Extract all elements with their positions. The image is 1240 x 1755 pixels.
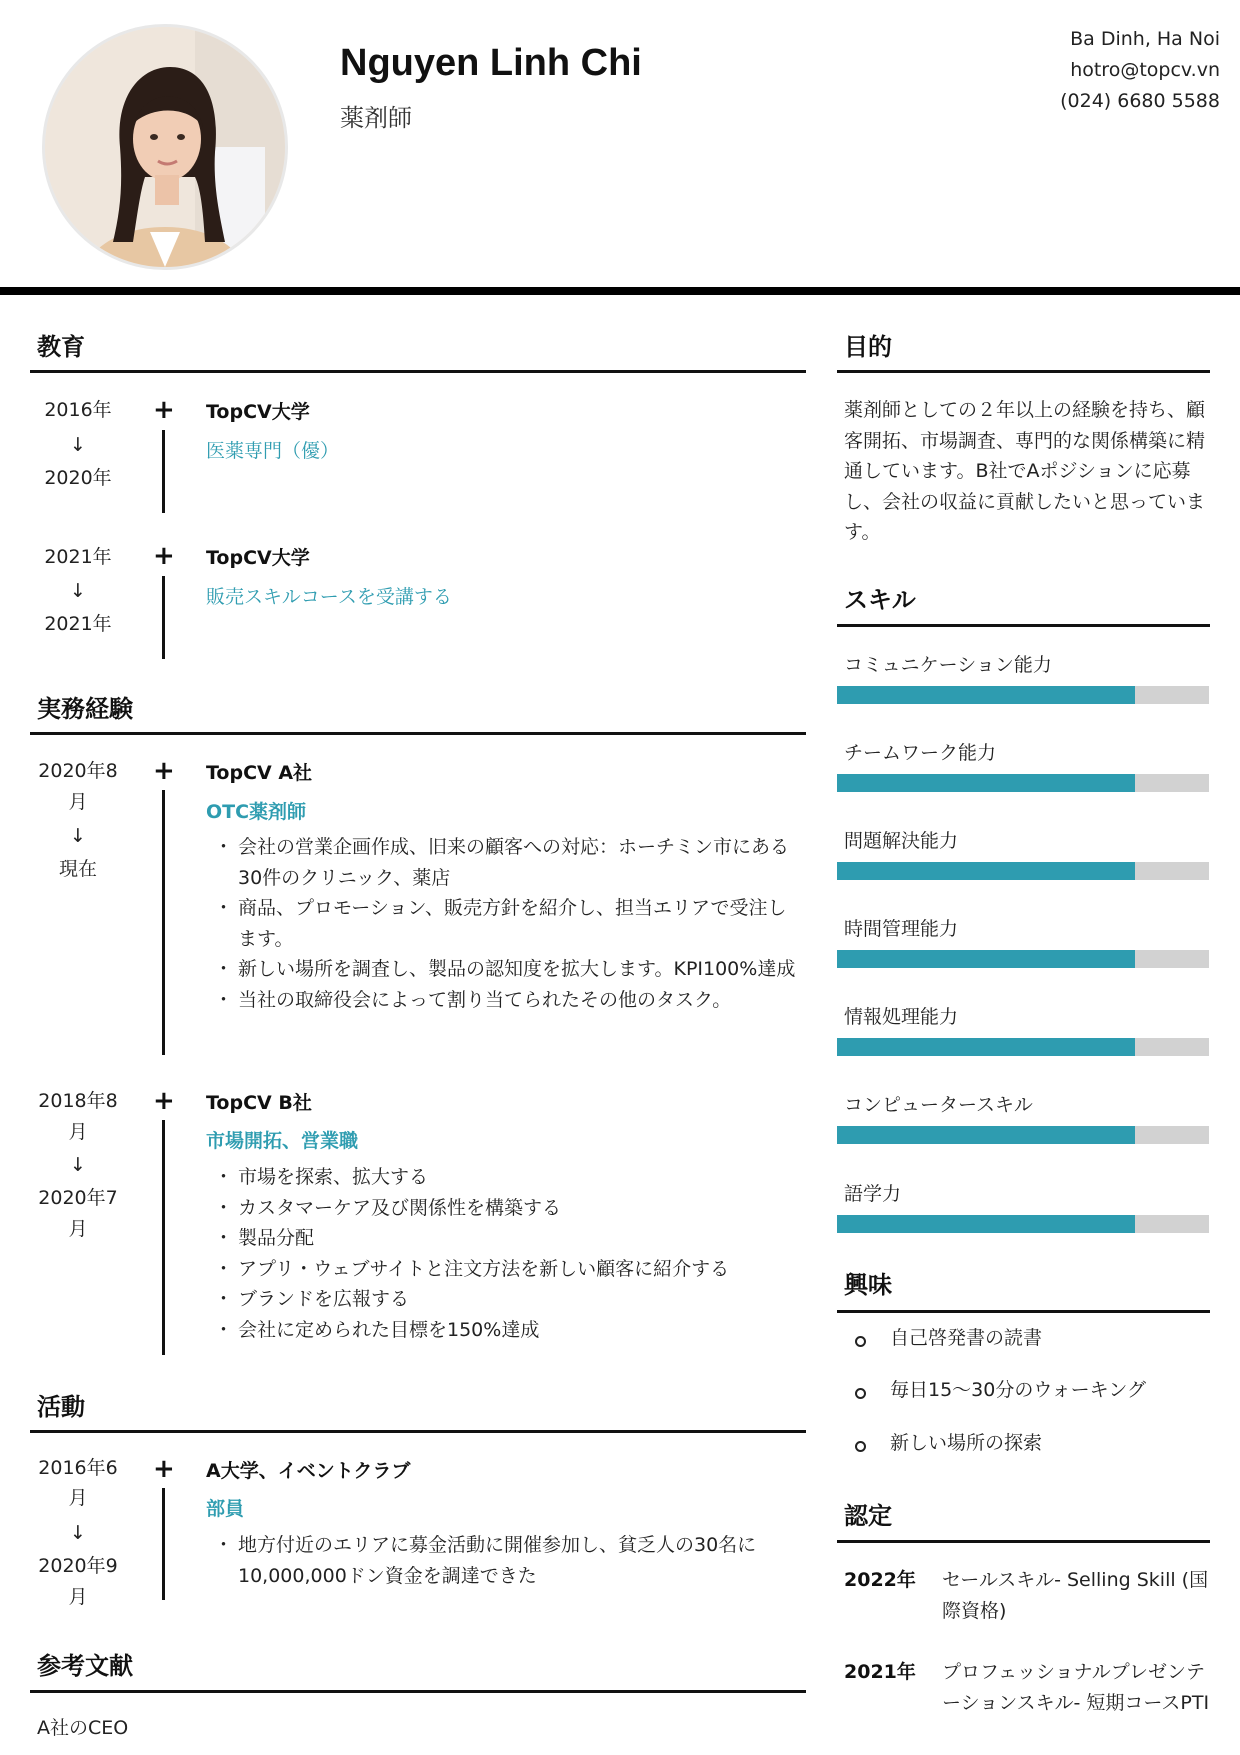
list-item: ・ 市場を探索、拡大する (220, 1162, 800, 1193)
list-item: ・ 当社の取締役会によって割り当てられたその他のタスク。 (220, 985, 800, 1016)
cert-year: 2022年 (844, 1569, 916, 1591)
plus-icon: + (153, 395, 175, 425)
skills-rule (837, 624, 1210, 627)
skill-label: 情報処理能力 (844, 1006, 959, 1028)
exp-1-duties (220, 832, 800, 1015)
timeline-line (162, 430, 165, 513)
skill-bar-fill (837, 774, 1135, 792)
reference-text: A社のCEO (37, 1717, 129, 1739)
skill-bar (837, 1215, 1209, 1233)
interest-item: 新しい場所の探索 (890, 1432, 1043, 1454)
skill-label: 問題解決能力 (844, 830, 959, 852)
timeline-line (162, 1488, 165, 1600)
list-item: ・ カスタマーケア及び関係性を構築する (220, 1193, 800, 1224)
exp-1-role: OTC薬剤師 (206, 801, 307, 823)
profile-photo (45, 27, 285, 267)
down-arrow-icon: ↓ (70, 580, 86, 602)
objective-rule (837, 370, 1210, 373)
exp-1-org: TopCV A社 (206, 762, 313, 784)
skill-label: コミュニケーション能力 (844, 654, 1052, 676)
skill-label: チームワーク能力 (844, 742, 997, 764)
skill-bar (837, 862, 1209, 880)
exp-2-org: TopCV B社 (206, 1092, 312, 1114)
timeline-line (162, 576, 165, 659)
edu-1-start: 2016年 (44, 399, 112, 421)
act-1-org: A大学、イベントクラブ (206, 1460, 411, 1482)
edu-2-end: 2021年 (44, 613, 112, 635)
skill-bar-fill (837, 1038, 1135, 1056)
exp-1-end: 現在 (58, 858, 97, 880)
down-arrow-icon: ↓ (70, 825, 86, 847)
education-rule (30, 370, 806, 373)
job-title: 薬剤師 (340, 104, 412, 132)
contact-email: hotro@topcv.vn (1070, 59, 1220, 81)
skill-bar (837, 686, 1209, 704)
act-1-details (220, 1530, 800, 1591)
down-arrow-icon: ↓ (70, 1522, 86, 1544)
edu-1-org: TopCV大学 (206, 401, 310, 423)
certifications-rule (837, 1540, 1210, 1543)
exp-2-end-month: 月 (68, 1218, 88, 1240)
education-title: 教育 (37, 333, 85, 361)
act-1-start-month: 月 (68, 1487, 88, 1509)
certifications-title: 認定 (844, 1502, 892, 1530)
cert-name: プロフェッショナルプレゼンテーションスキル- 短期コースPTI (942, 1661, 1210, 1714)
exp-2-role: 市場開拓、営業職 (206, 1130, 359, 1152)
edu-2-role: 販売スキルコースを受講する (206, 586, 452, 608)
skill-bar (837, 950, 1209, 968)
circle-bullet-icon (855, 1388, 866, 1399)
references-rule (30, 1690, 806, 1693)
exp-2-end: 2020年7 (38, 1187, 118, 1209)
skill-label: 語学力 (844, 1183, 902, 1205)
avatar (42, 24, 288, 270)
act-1-end-month: 月 (68, 1586, 88, 1608)
skill-bar-fill (837, 1126, 1135, 1144)
exp-1-start-month: 月 (68, 791, 88, 813)
down-arrow-icon: ↓ (70, 434, 86, 456)
circle-bullet-icon (855, 1441, 866, 1452)
edu-2-start: 2021年 (44, 546, 112, 568)
exp-2-duties (220, 1162, 800, 1345)
references-title: 参考文献 (37, 1652, 133, 1680)
skill-bar-fill (837, 686, 1135, 704)
edu-2-org: TopCV大学 (206, 547, 310, 569)
act-1-end: 2020年9 (38, 1555, 118, 1577)
plus-icon: + (153, 1086, 175, 1116)
act-1-role: 部員 (206, 1498, 245, 1520)
edu-1-role: 医薬専門（優） (206, 440, 340, 462)
plus-icon: + (153, 541, 175, 571)
plus-icon: + (153, 756, 175, 786)
down-arrow-icon: ↓ (70, 1154, 86, 1176)
list-item: ・ 会社に定められた目標を150%達成 (220, 1315, 800, 1346)
skill-label: コンピュータースキル (844, 1094, 1033, 1116)
act-1-start: 2016年6 (38, 1457, 118, 1479)
exp-1-start: 2020年8 (38, 760, 118, 782)
list-item: ・ 地方付近のエリアに募金活動に開催参加し、貧乏人の30名に10,000,000ドン資金を調達できた (220, 1530, 800, 1591)
objective-text: 薬剤師としての２年以上の経験を持ち、顧客開拓、市場調査、専門的な関係構築に精通しています。B社でAポジションに応募し、会社の収益に貢献したいと思っています。 (844, 399, 1206, 543)
skill-bar-fill (837, 950, 1135, 968)
list-item: ・ 商品、プロモーション、販売方針を紹介し、担当エリアで受注します。 (220, 893, 800, 954)
contact-address: Ba Dinh, Ha Noi (1070, 28, 1220, 50)
activities-rule (30, 1430, 806, 1433)
skill-bar (837, 1126, 1209, 1144)
list-item: ・ 新しい場所を調査し、製品の認知度を拡大します。KPI100%達成 (220, 954, 800, 985)
skills-title: スキル (844, 586, 916, 614)
edu-1-end: 2020年 (44, 467, 112, 489)
experience-title: 実務経験 (37, 695, 133, 723)
experience-rule (30, 732, 806, 735)
timeline-line (162, 1120, 165, 1355)
plus-icon: + (153, 1454, 175, 1484)
timeline-line (162, 790, 165, 1055)
candidate-name: Nguyen Linh Chi (340, 42, 642, 84)
header-divider (0, 287, 1240, 295)
interest-item: 自己啓発書の読書 (890, 1327, 1043, 1349)
interest-item: 毎日15～30分のウォーキング (890, 1379, 1147, 1401)
cert-name: セールスキル- Selling Skill (国際資格) (942, 1569, 1209, 1622)
exp-2-start-month: 月 (68, 1121, 88, 1143)
list-item: ・ 会社の営業企画作成、旧来の顧客への対応：ホーチミン市にある30件のクリニック、薬店 (220, 832, 800, 893)
circle-bullet-icon (855, 1336, 866, 1347)
contact-block (1060, 24, 1220, 117)
skill-bar (837, 774, 1209, 792)
list-item: ・ ブランドを広報する (220, 1284, 800, 1315)
objective-title: 目的 (844, 333, 892, 361)
interests-title: 興味 (844, 1271, 892, 1299)
activities-title: 活動 (37, 1393, 85, 1421)
contact-phone: (024) 6680 5588 (1060, 90, 1220, 112)
skill-bar-fill (837, 1215, 1135, 1233)
exp-2-start: 2018年8 (38, 1090, 118, 1112)
skill-bar (837, 1038, 1209, 1056)
skill-bar-fill (837, 862, 1135, 880)
list-item: ・ アプリ・ウェブサイトと注文方法を新しい顧客に紹介する (220, 1254, 800, 1285)
list-item: ・ 製品分配 (220, 1223, 800, 1254)
interests-rule (837, 1310, 1210, 1313)
skill-label: 時間管理能力 (844, 918, 959, 940)
cert-year: 2021年 (844, 1661, 916, 1683)
